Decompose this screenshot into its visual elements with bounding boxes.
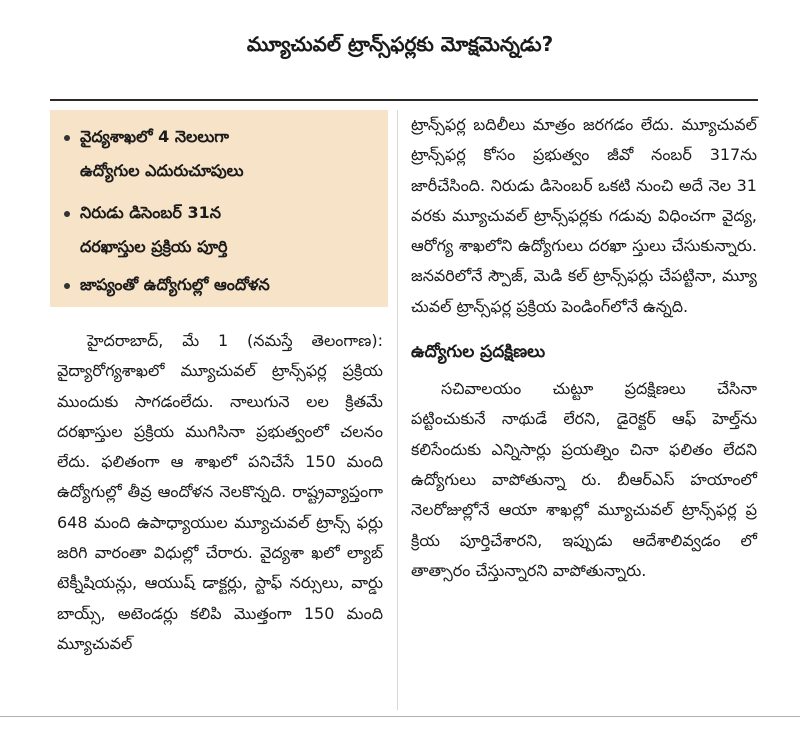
body-paragraph: హైదరాబాద్‌, మే 1 (నమస్తే తెలంగాణ): వైద్యారోగ్యశాఖలో మ్యూచువల్‌ ట్రాన్స్‌ఫర్ల ప్రక్రియ ముందుకు సాగడంలేదు. నాలుగునె లల క్రితమే దరఖాస్తుల ప్రక్రియ ముగిసినా ప్రభుత్వంలో చలనం లేదు. ఫలితంగా ఆ శాఖలో పనిచేసే 150 మంది ఉద్యోగుల్లో తీవ్ర ఆందోళన నెలకొన్నది. రాష్ట్రవ్యాప్తంగా 648 మంది ఉపాధ్యాయుల మ్యూచువల్‌ ట్రాన్స్‌ ఫర్లు జరిగి వారంతా విధుల్లో చేరారు. వైద్యశా ఖలో ల్యాబ్‌ టెక్నీషియన్లు, ఆయుష్‌ డాక్టర్లు, స్టాఫ్‌ నర్సులు, వార్డు బాయ్స్‌, అటెండర్లు కలిపి మొత్తంగా 150 మంది మ్యూచువల్‌ xyxy=(57,331,383,653)
body-column-left xyxy=(57,326,383,659)
highlight-line: దరఖాస్తుల ప్రక్రియ పూర్తి xyxy=(80,237,228,256)
highlight-item xyxy=(64,120,384,188)
highlights-box xyxy=(50,110,388,307)
page-bottom-edge xyxy=(0,716,800,717)
body-paragraph: సచివాలయం చుట్టూ ప్రదక్షిణలు చేసినా పట్టించుకునే నాథుడే లేరని, డైరెక్టర్‌ ఆఫ్‌ హెల్త్‌ను కలిసేందుకు ఎన్నిసార్లు ప్రయత్నిం చినా ఫలితం లేదని ఉద్యోగులు వాపోతున్నా రు. బీఆర్‌ఎస్‌ హయాంలో నెలరోజుల్లోనే ఆయా శాఖల్లో మ్యూచువల్‌ ట్రాన్స్‌ఫర్ల ప్ర క్రియ పూర్తిచేశారని, ఇప్పుడు ఆదేశాలివ్వడం లో తాత్సారం చేస్తున్నారని వాపోతున్నారు. xyxy=(411,379,757,580)
highlight-item xyxy=(64,196,384,264)
headline-rule xyxy=(50,99,758,101)
column-divider xyxy=(397,110,398,710)
bullet-icon xyxy=(64,283,70,289)
bullet-icon xyxy=(64,135,70,141)
highlight-line: వైద్యశాఖలో 4 నెలలుగా xyxy=(80,127,230,146)
highlight-line: నిరుడు డిసెంబర్‌ 31న xyxy=(80,203,221,222)
bullet-icon xyxy=(64,211,70,217)
body-column-right xyxy=(411,110,757,586)
highlight-line: ఉద్యోగుల ఎదురుచూపులు xyxy=(80,161,244,180)
body-paragraph: ట్రాన్స్‌ఫర్ల బదిలీలు మాత్రం జరగడం లేదు. మ్యూచువల్‌ ట్రాన్స్‌ఫర్ల కోసం ప్రభుత్వం జీవో నంబర్‌ 317ను జారీచేసింది. నిరుడు డిసెంబర్‌ ఒకటి నుంచి అదే నెల 31 వరకు మ్యూచువల్‌ ట్రాన్స్‌ఫర్లకు గడువు విధించగా వైద్య, ఆరోగ్య శాఖలోని ఉద్యోగులు దరఖా స్తులు చేసుకున్నారు. జనవరిలోనే స్పౌజ్‌, మెడి కల్‌ ట్రాన్స్‌ఫర్లు చేపట్టినా, మ్యూ చువల్‌ ట్రాన్స్‌ఫర్ల ప్రక్రియ పెండింగ్‌లోనే ఉన్నది. xyxy=(411,115,757,316)
highlight-item xyxy=(64,268,384,302)
subheading: ఉద్యోగుల ప్రదక్షిణలు xyxy=(411,342,546,363)
headline: మ్యూచువల్‌ ట్రాన్స్‌ఫర్లకు మోక్షమెన్నడు? xyxy=(246,32,554,56)
highlight-line: జాప్యంతో ఉద్యోగుల్లో ఆందోళన xyxy=(80,275,270,294)
